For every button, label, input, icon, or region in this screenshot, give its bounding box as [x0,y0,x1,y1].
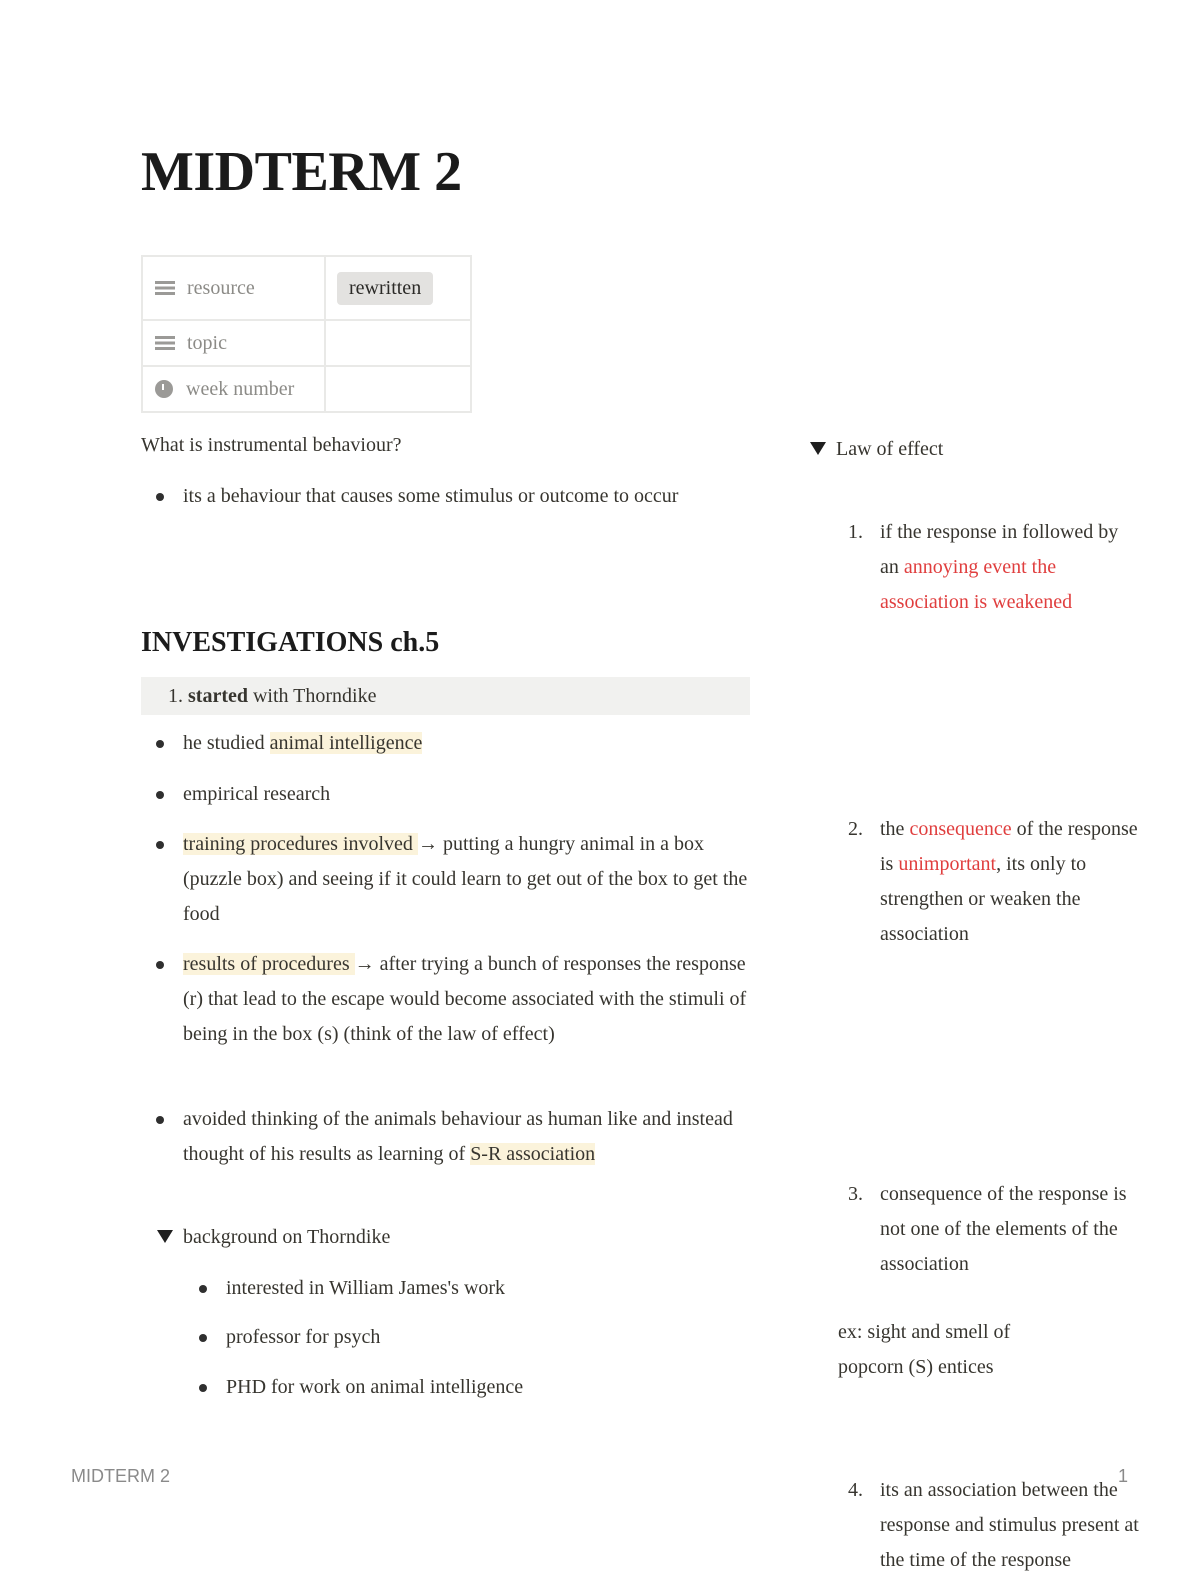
toggle-label: Law of effect [836,438,944,460]
question-text: What is instrumental behaviour? [141,434,402,456]
page-title: MIDTERM 2 [141,141,462,203]
property-key: week number [186,377,295,400]
property-row-topic [142,320,471,366]
list-icon [155,281,175,295]
list-item: its a behaviour that causes some stimulus or outcome to occur [141,479,751,514]
list-item: empirical research [141,777,751,812]
properties-table [141,255,472,413]
list-item: training procedures involved → putting a hungry animal in a box (puzzle box) and seeing if it could learn to get out of the box to get the food [141,827,751,932]
property-key: topic [187,331,227,354]
list-item: he studied animal intelligence [141,726,751,761]
section-heading: INVESTIGATIONS ch.5 [141,627,440,658]
example-text: ex: sight and smell of popcorn (S) entices [838,1321,1011,1378]
red-text: unimportant [898,853,997,875]
number-icon [155,380,173,398]
property-value-topic[interactable] [325,320,471,366]
toggle-law-of-effect[interactable] [810,432,1070,467]
property-key: resource [187,276,255,299]
list-item: 4. its an association between the response and stimulus present at the time of the response [848,1479,1139,1571]
numbered-item-bold: started [188,685,248,707]
page-number: 1 [1118,1466,1129,1486]
red-text: annoying event the association is weakened [880,556,1073,613]
property-row-week-number [142,366,471,412]
highlight: S-R association [470,1143,596,1165]
numbered-item [141,677,750,715]
resource-tag[interactable]: rewritten [337,272,433,305]
list-item: PHD for work on animal intelligence [184,1370,744,1405]
highlight: results of procedures [183,953,355,975]
red-text: consequence [909,818,1012,840]
list-item: interested in William James's work [184,1271,744,1306]
list-item: avoided thinking of the animals behaviour as human like and instead thought of his results as learning of S-R association [141,1102,751,1172]
highlight: training procedures involved [183,833,418,855]
list-icon [155,336,175,350]
property-row-resource [142,256,471,320]
numbered-item-text: with Thorndike [247,685,377,707]
numbered-item-number: 1. [168,685,183,707]
toggle-background-on-thorndike[interactable] [157,1220,767,1255]
toggle-triangle-icon[interactable] [157,1230,173,1243]
list-item: 2. the consequence of the response is unimportant, its only to strengthen or weaken the association [848,818,1138,945]
list-item: results of procedures → after trying a bunch of responses the response (r) that lead to the escape would become associated with the stimuli of being in the box (s) (think of the law of effect) [141,947,751,1052]
property-value-week-number[interactable] [325,366,471,412]
toggle-triangle-icon[interactable] [810,442,826,455]
list-item: 3. consequence of the response is not one of the elements of the association [848,1183,1127,1275]
property-value-resource[interactable] [325,256,471,320]
footer-title: MIDTERM 2 [71,1466,170,1486]
toggle-label: background on Thorndike [183,1226,391,1248]
highlight: animal intelligence [269,732,423,754]
list-item: professor for psych [184,1320,744,1355]
list-item: 1. if the response in followed by an annoying event the association is weakened [848,521,1119,613]
